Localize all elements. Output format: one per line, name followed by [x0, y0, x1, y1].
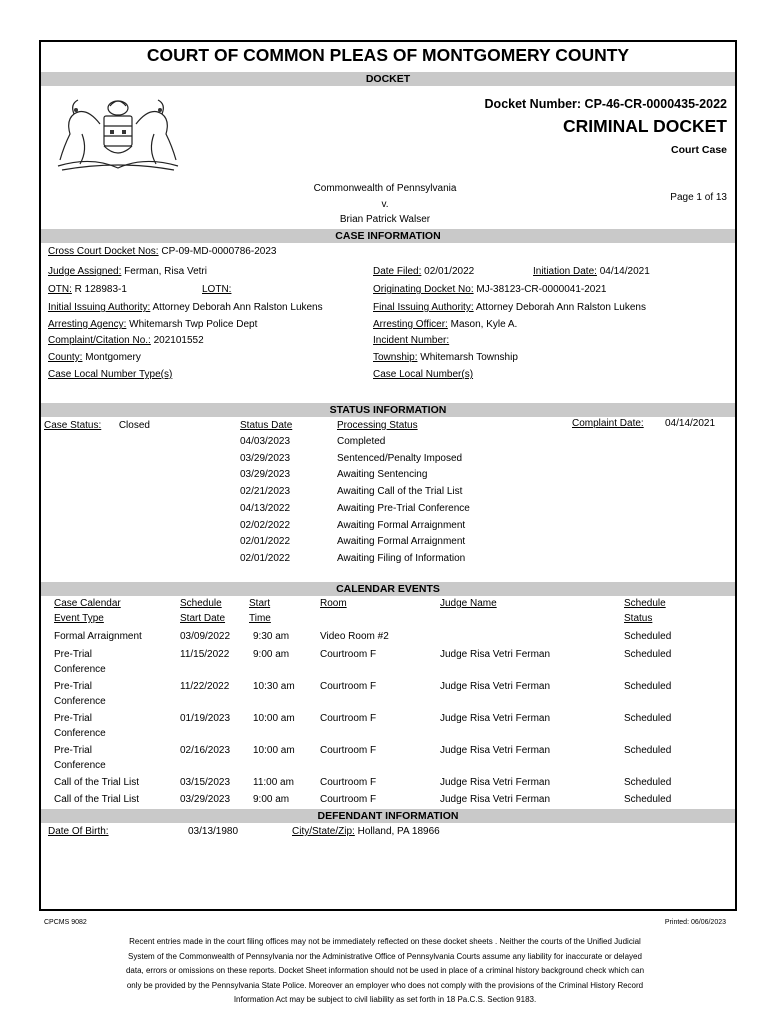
cal-start-time: 9:00 am	[253, 794, 290, 805]
cal-room: Courtroom F	[320, 649, 377, 660]
form-id: CPCMS 9082	[44, 919, 87, 926]
disclaimer-line: data, errors or omissions on these reports. Docket Sheet information should not be used in place of a criminal history background check which can	[125, 966, 645, 975]
disclaimer-line: only be provided by the Pennsylvania State Police. Moreover an employer who does not comply with the provisions of the Criminal History Record	[126, 980, 644, 990]
processing-status: Awaiting Filing of Information	[337, 552, 466, 564]
otn-label: OTN:	[48, 284, 72, 295]
cal-header-time-2: Time	[249, 613, 271, 624]
county-row	[48, 352, 141, 363]
cal-start-time: 10:00 am	[253, 713, 295, 724]
cal-start-time: 10:00 am	[253, 745, 295, 756]
processing-status: Awaiting Sentencing	[337, 469, 428, 481]
cal-event-type: Pre-Trial	[54, 713, 92, 724]
processing-status: Awaiting Formal Arraignment	[337, 536, 466, 548]
lotn-label: LOTN:	[202, 284, 232, 295]
date-filed-label: Date Filed:	[373, 266, 422, 277]
otn-value: R 128983-1	[74, 284, 127, 295]
caption-line-1: Commonwealth of Pennsylvania	[313, 183, 457, 194]
orig-docket-row	[373, 284, 606, 295]
cal-status: Scheduled	[624, 745, 672, 756]
court-case-label: Court Case	[670, 144, 727, 156]
complaint-date-label: Complaint Date:	[572, 418, 644, 429]
page-indicator: Page 1 of 13	[670, 192, 727, 203]
status-date: 03/29/2023	[240, 469, 291, 481]
final-authority-row	[373, 302, 646, 313]
date-filed-value: 02/01/2022	[424, 266, 475, 277]
judge-label: Judge Assigned:	[48, 266, 122, 277]
local-number-label: Case Local Number(s)	[373, 369, 474, 380]
status-date: 02/21/2023	[240, 486, 291, 498]
complaint-row	[48, 335, 204, 346]
cal-room: Courtroom F	[320, 745, 377, 756]
cal-event-type: Call of the Trial List	[54, 777, 140, 788]
case-status-label: Case Status:	[44, 420, 102, 431]
cal-status: Scheduled	[624, 794, 672, 805]
cal-judge: Judge Risa Vetri Ferman	[440, 713, 551, 724]
arresting-agency-row	[48, 319, 257, 330]
defendant-information-bar: DEFENDANT INFORMATION	[41, 809, 735, 823]
case-information-bar: CASE INFORMATION	[41, 229, 735, 243]
cal-status: Scheduled	[624, 649, 672, 660]
cal-room: Video Room #2	[320, 631, 389, 642]
date-filed-row	[373, 266, 474, 277]
judge-value: Ferman, Risa Vetri	[124, 266, 207, 277]
arresting-officer-value: Mason, Kyle A.	[450, 319, 518, 330]
cal-start-time: 11:00 am	[253, 777, 294, 788]
incident-label: Incident Number:	[373, 335, 450, 346]
cal-start-date: 02/16/2023	[180, 745, 231, 756]
cal-room: Courtroom F	[320, 681, 377, 692]
initiation-row	[533, 266, 650, 277]
cal-room: Courtroom F	[320, 777, 377, 788]
cal-start-date: 01/19/2023	[180, 713, 231, 724]
status-information-bar: STATUS INFORMATION	[41, 403, 735, 417]
arresting-officer-label: Arresting Officer:	[373, 319, 448, 330]
disclaimer-line: System of the Commonwealth of Pennsylvania nor the Administrative Office of Pennsylvania Courts assume any liability for inaccurate or delayed	[128, 951, 642, 961]
disclaimer-line: Information Act may be subject to civil liability as set forth in 18 Pa.C.S. Section 9183.	[233, 995, 537, 1004]
cal-header-date-2: Start Date	[180, 613, 226, 624]
cal-start-date: 03/15/2023	[180, 777, 231, 788]
cal-header-date-1: Schedule	[180, 598, 222, 609]
final-authority-value: Attorney Deborah Ann Ralston Lukens	[475, 302, 646, 313]
cross-court-value: CP-09-MD-0000786-2023	[161, 246, 277, 257]
complaint-value: 202101552	[153, 335, 204, 346]
township-value: Whitemarsh Township	[420, 352, 518, 363]
cal-judge: Judge Risa Vetri Ferman	[440, 777, 551, 788]
cal-event-type: Pre-Trial	[54, 649, 92, 660]
local-type-label: Case Local Number Type(s)	[48, 369, 173, 380]
cal-start-date: 03/29/2023	[180, 794, 231, 805]
final-authority-label: Final Issuing Authority:	[373, 302, 474, 313]
caption-v: v.	[381, 199, 389, 210]
initial-authority-label: Initial Issuing Authority:	[48, 302, 151, 313]
cal-status: Scheduled	[624, 681, 672, 692]
cal-judge: Judge Risa Vetri Ferman	[440, 745, 551, 756]
dob-label: Date Of Birth:	[48, 826, 109, 837]
arresting-agency-value: Whitemarsh Twp Police Dept	[129, 319, 258, 330]
cal-start-time: 10:30 am	[253, 681, 295, 692]
status-date: 02/01/2022	[240, 552, 291, 564]
cal-header-type-1: Case Calendar	[54, 598, 121, 609]
initiation-value: 04/14/2021	[599, 266, 650, 277]
docket-type: CRIMINAL DOCKET	[563, 116, 727, 136]
city-row	[292, 826, 440, 837]
initiation-label: Initiation Date:	[533, 266, 597, 277]
orig-docket-label: Originating Docket No:	[373, 284, 474, 295]
county-value: Montgomery	[85, 352, 141, 363]
cross-court-label: Cross Court Docket Nos:	[48, 246, 159, 257]
status-date-header: Status Date	[240, 420, 293, 431]
cal-start-time: 9:00 am	[253, 649, 290, 660]
caption-line-3: Brian Patrick Walser	[339, 214, 431, 225]
docket-bar: DOCKET	[41, 72, 735, 86]
county-label: County:	[48, 352, 83, 363]
city-value: Holland, PA 18966	[357, 826, 440, 837]
cal-header-room: Room	[320, 598, 347, 609]
status-date: 04/13/2022	[240, 502, 291, 514]
complaint-date-value: 04/14/2021	[665, 418, 716, 429]
cal-header-judge: Judge Name	[440, 598, 497, 609]
pennsylvania-coat-of-arms-icon	[52, 94, 184, 174]
cal-event-type: Pre-Trial	[54, 745, 92, 756]
calendar-events-bar: CALENDAR EVENTS	[41, 582, 735, 596]
cal-status: Scheduled	[624, 777, 672, 788]
disclaimer-line: Recent entries made in the court filing offices may not be immediately reflected on these docket sheets . Neither the courts of the Unified Judicial	[129, 937, 641, 946]
township-row	[373, 352, 518, 363]
processing-status: Awaiting Pre-Trial Conference	[337, 502, 470, 514]
cal-event-type-cont: Conference	[54, 728, 106, 739]
orig-docket-value: MJ-38123-CR-0000041-2021	[476, 284, 607, 295]
arresting-agency-label: Arresting Agency:	[48, 319, 127, 330]
status-date: 02/01/2022	[240, 536, 291, 548]
cal-room: Courtroom F	[320, 794, 377, 805]
cal-event-type: Formal Arraignment	[54, 631, 142, 642]
judge-row	[48, 266, 207, 277]
status-date: 02/02/2022	[240, 519, 291, 531]
city-label: City/State/Zip:	[292, 826, 355, 837]
initial-authority-row	[48, 302, 323, 313]
status-date: 04/03/2023	[240, 436, 291, 447]
cal-start-date: 11/22/2022	[180, 681, 230, 692]
status-date: 03/29/2023	[240, 452, 291, 464]
cal-event-type-cont: Conference	[54, 760, 106, 771]
case-status-row	[44, 420, 150, 431]
printed-date: Printed: 06/06/2023	[664, 919, 726, 926]
cal-header-status-2: Status	[624, 613, 653, 624]
cal-event-type: Pre-Trial	[54, 681, 92, 692]
complaint-label: Complaint/Citation No.:	[48, 335, 151, 346]
processing-status: Awaiting Formal Arraignment	[337, 519, 466, 531]
cal-start-date: 03/09/2022	[180, 631, 231, 642]
cal-start-date: 11/15/2022	[180, 649, 230, 660]
processing-status: Sentenced/Penalty Imposed	[337, 452, 463, 464]
otn-row	[48, 284, 127, 295]
initial-authority-value: Attorney Deborah Ann Ralston Lukens	[152, 302, 323, 313]
cal-judge: Judge Risa Vetri Ferman	[440, 649, 551, 660]
cal-event-type: Call of the Trial List	[54, 794, 140, 805]
cal-event-type-cont: Conference	[54, 664, 106, 675]
disclaimer	[60, 935, 710, 1008]
processing-status: Awaiting Call of the Trial List	[337, 486, 463, 498]
cal-header-type-2: Event Type	[54, 613, 104, 624]
processing-status-header: Processing Status	[337, 420, 418, 431]
docket-number: Docket Number: CP-46-CR-0000435-2022	[484, 97, 727, 111]
cal-event-type-cont: Conference	[54, 696, 106, 707]
cal-header-status-1: Schedule	[624, 598, 666, 609]
cal-header-time-1: Start	[249, 598, 271, 609]
case-status-value: Closed	[118, 420, 150, 431]
court-title: COURT OF COMMON PLEAS OF MONTGOMERY COUNTY	[146, 45, 630, 65]
dob-value: 03/13/1980	[188, 826, 239, 837]
cal-judge: Judge Risa Vetri Ferman	[440, 794, 551, 805]
cross-court-row	[48, 246, 276, 257]
processing-status: Completed	[337, 436, 386, 447]
cal-start-time: 9:30 am	[253, 631, 290, 642]
cal-status: Scheduled	[624, 631, 672, 642]
cal-room: Courtroom F	[320, 713, 377, 724]
cal-status: Scheduled	[624, 713, 672, 724]
arresting-officer-row	[373, 319, 517, 330]
township-label: Township:	[373, 352, 418, 363]
cal-judge: Judge Risa Vetri Ferman	[440, 681, 551, 692]
